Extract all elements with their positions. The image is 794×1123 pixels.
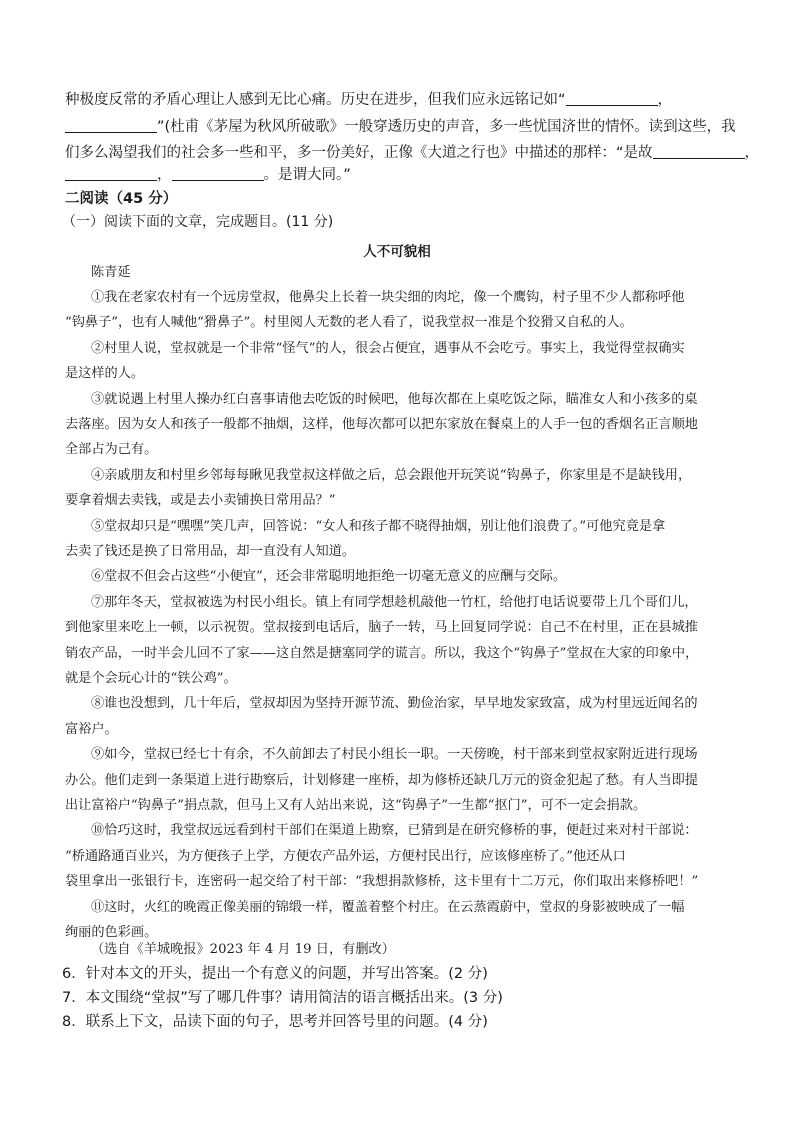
intro-line-3-end: ， (744, 145, 760, 161)
article-line: 到他家里来吃上一顿，以示祝贺。堂叔接到电话后，脑子一转，马上回复同学说：自己不在村里，正在县城推 (65, 620, 698, 636)
answer-blank[interactable] (566, 90, 658, 106)
article-line: ⑦那年冬天，堂叔被选为村民小组长。镇上有同学想趁机敲他一竹杠，给他打电话说要带上几个哥们儿， (91, 594, 698, 610)
article-line: 办公。他们走到一条渠道上进行勘察后，计划修建一座桥，却为修桥还缺几万元的资金犯起了愁。有人当即提 (65, 772, 698, 788)
intro-line-1-text: 种极度反常的矛盾心理让人感到无比心痛。历史在进步，但我们应永远铭记如“ (65, 92, 566, 108)
article-line: 绚丽的色彩画。 (65, 925, 158, 940)
article-line: “钩鼻子”，也有人喊他“猾鼻子”。村里阅人无数的老人看了，说我堂叔一准是个狡猾又自私的人。 (65, 315, 633, 331)
article-title: 人不可貌相 (363, 244, 431, 260)
article-line: ④亲戚朋友和村里乡邻每每瞅见我堂叔这样做之后，总会跟他开玩笑说“钩鼻子，你家里是不是缺钱用， (91, 467, 692, 483)
intro-line-1 (65, 89, 672, 111)
article-line: 去落座。因为女人和孩子一般都不抽烟，这样，他每次都可以把东家放在餐桌上的人手一包的香烟名正言顺地 (65, 417, 698, 432)
answer-blank[interactable] (172, 165, 264, 181)
article-line: ⑤堂叔却只是“嘿嘿”笑几声，回答说：“女人和孩子都不晓得抽烟，别让他们浪费了。”可他究竟是拿 (91, 518, 666, 534)
intro-line-2 (65, 116, 736, 138)
question-6: 6．针对本文的开头，提出一个有意义的问题，并写出答案。(2 分) (62, 966, 488, 982)
question-7: 7．本文围绕“堂叔”写了哪几件事？请用简洁的语言概括出来。(3 分) (62, 990, 503, 1006)
article-line: ③就说遇上村里人操办红白喜事请他去吃饭的时候吧，他每次都在上桌吃饭之际，瞄准女人和小孩多的桌 (91, 391, 698, 407)
article-line: 是这样的人。 (65, 366, 145, 382)
article-line: 袋里拿出一张银行卡，连密码一起交给了村干部：“我想捐款修桥，这卡里有十二万元，你们取出来修桥吧！” (65, 874, 699, 890)
article-line: ②村里人说，堂叔就是一个非常“怪气”的人，很会占便宜，遇事从不会吃亏。事实上，我觉得堂叔确实 (91, 340, 685, 356)
article-author: 陈青延 (91, 265, 131, 280)
answer-blank[interactable] (65, 117, 157, 133)
article-line: 去卖了钱还是换了日常用品，却一直没有人知道。 (65, 544, 356, 559)
article-line: ⑨如今，堂叔已经七十有余，不久前卸去了村民小组长一职。一天傍晚，村干部来到堂叔家附近进行现场 (91, 747, 698, 763)
answer-blank[interactable] (65, 165, 157, 181)
section-subheading: （一）阅读下面的文章，完成题目。(11 分) (62, 214, 334, 230)
section-heading: 二阅读（45 分） (65, 191, 178, 207)
article-line: 就是个会玩心计的“铁公鸡”。 (65, 671, 237, 686)
intro-line-4-mid: ， (157, 167, 172, 183)
article-line: ⑩恰巧这时，我堂叔远远看到村干部们在渠道上勘察，已猜到是在研究修桥的事，便赶过来对村干部说： (91, 823, 698, 839)
article-line: “桥通路通百业兴，为方便孩子上学，方便农产品外运，方便村民出行，应该修座桥了。”他还从口 (65, 848, 626, 864)
article-line: 要拿着烟去卖钱，或是去小卖铺换日常用品？” (65, 493, 336, 509)
article-line: 富裕户。 (65, 721, 118, 737)
article-line: ⑧谁也没想到，几十年后，堂叔却因为坚持开源节流、勤俭治家，早早地发家致富，成为村里远近闻名的 (91, 696, 698, 712)
article-line: ①我在老家农村有一个远房堂叔，他鼻尖上长着一块尖细的肉坨，像一个鹰钩，村子里不少人都称呼他 (91, 290, 685, 305)
intro-line-4-end: 。是谓大同。” (263, 167, 351, 183)
article-line: 出让富裕户“钩鼻子”捐点款，但马上又有人站出来说，这“钩鼻子”一生都“抠门”，可不一定会捐款。 (65, 798, 647, 813)
intro-line-4 (65, 164, 351, 186)
article-line: 销农产品，一时半会儿回不了家——这自然是搪塞同学的谎言。所以，我这个“钩鼻子”堂叔在大家的印象中， (65, 645, 699, 661)
intro-line-3-text: 们多么渴望我们的社会多一些和平，多一份美好，正像《大道之行也》中描述的那样：“是故 (65, 145, 653, 161)
article-line: ⑪这时，火红的晚霞正像美丽的锦缎一样，覆盖着整个村庄。在云蒸霞蔚中，堂叔的身影被映成了一幅 (91, 899, 685, 915)
intro-line-1-end: ， (657, 92, 673, 108)
answer-blank[interactable] (653, 143, 745, 159)
article-line: ⑥堂叔不但会占这些“小便宜”，还会非常聪明地拒绝一切毫无意义的应酬与交际。 (91, 569, 567, 585)
article-source: （选自《羊城晚报》2023 年 4 月 19 日，有删改） (91, 942, 395, 957)
article-line: 全部占为己有。 (65, 442, 158, 458)
intro-line-2-text: ”(杜甫《茅屋为秋风所破歌》一般穿透历史的声音，多一些忧国济世的情怀。读到这些，我 (157, 119, 736, 135)
question-8: 8．联系上下文，品读下面的句子，思考并回答号里的问题。(4 分) (62, 1014, 488, 1030)
intro-line-3 (65, 142, 759, 164)
